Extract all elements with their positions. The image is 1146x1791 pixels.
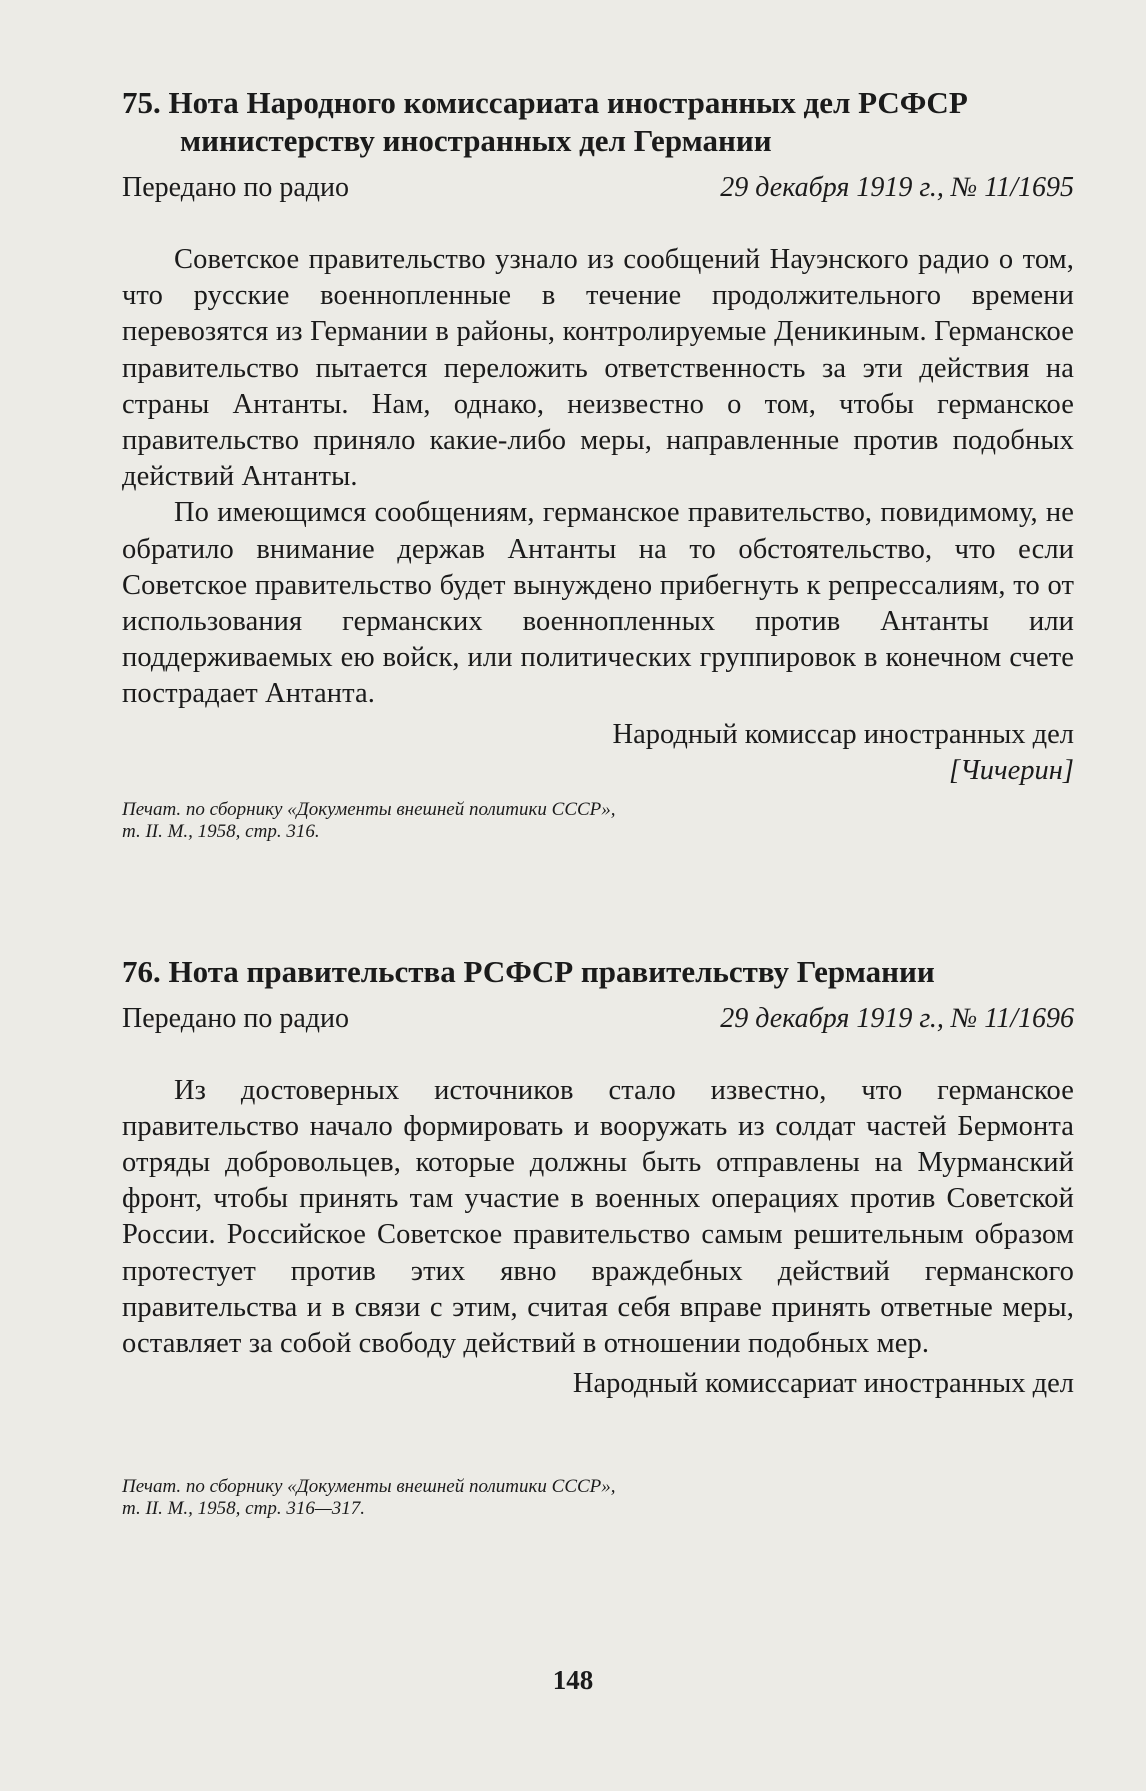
paragraph: По имеющимся сообщениям, германское правительство, повидимому, не обратило внимание держав Антанты на то обстоятельство, что если Советское правительство будет вынуждено прибегнуть к репрессалиям, то от использования германских военнопленных против Антанты или поддерживаемых ею войск, или политических группировок в конечном счете пострадает Антанта. [122,497,1074,710]
signature-title: Народный комиссар иностранных дел [612,718,1074,750]
document-75 [122,84,1074,843]
source-note: Печат. по сборнику «Документы внешней политики СССР», т. II. М., 1958, стр. 316—317. [122,1476,616,1520]
signature-title: Народный комиссариат иностранных дел [572,1368,1074,1400]
paragraph: Советское правительство узнало из сообщений Науэнского радио о том, что русские военнопленные в течение продолжительного времени перевозятся из Германии в районы, контролируемые Деникиным. Германское правительство пытается переложить ответственность за эти действия на страны Антанты. Нам, однако, неизвестно о том, чтобы германское правительство приняло какие-либо меры, направленные против подобных действий Антанты. [122,244,1074,493]
signature-name: [Чичерин] [949,754,1074,786]
transmission-line [122,170,1074,206]
page-number: 148 [552,1665,594,1695]
page-content [122,84,1074,1520]
source-note: Печат. по сборнику «Документы внешней политики СССР», т. II. М., 1958, стр. 316. [122,798,616,842]
transmission-method: Передано по радио [122,1002,350,1034]
paragraph: Из достоверных источников стало известно, что германское правительство начало формировать и вооружать из солдат частей Бермонта отряды добровольцев, которые должны быть отправлены на Мурманский фронт, чтобы принять там участие в военных операциях против Советской России. Российское Советское правительство самым решительным образом протестует против этих явно враждебных действий германского правительства и в связи с этим, считая себя вправе принять ответные меры, оставляет за собой свободу действий в отношении подобных мер. [122,1074,1074,1360]
date-reference: 29 декабря 1919 г., № 11/1695 [720,172,1074,203]
date-reference: 29 декабря 1919 г., № 11/1696 [720,1002,1074,1034]
document-title: 76. Нота правительства РСФСР правительству Германии [122,953,935,989]
transmission-method: Передано по радио [122,172,350,203]
transmission-line [122,1001,1074,1037]
document-76 [122,953,1074,1521]
document-title: 75. Нота Народного комиссариата иностранных дел РСФСР министерству иностранных дел Германии [122,85,968,158]
